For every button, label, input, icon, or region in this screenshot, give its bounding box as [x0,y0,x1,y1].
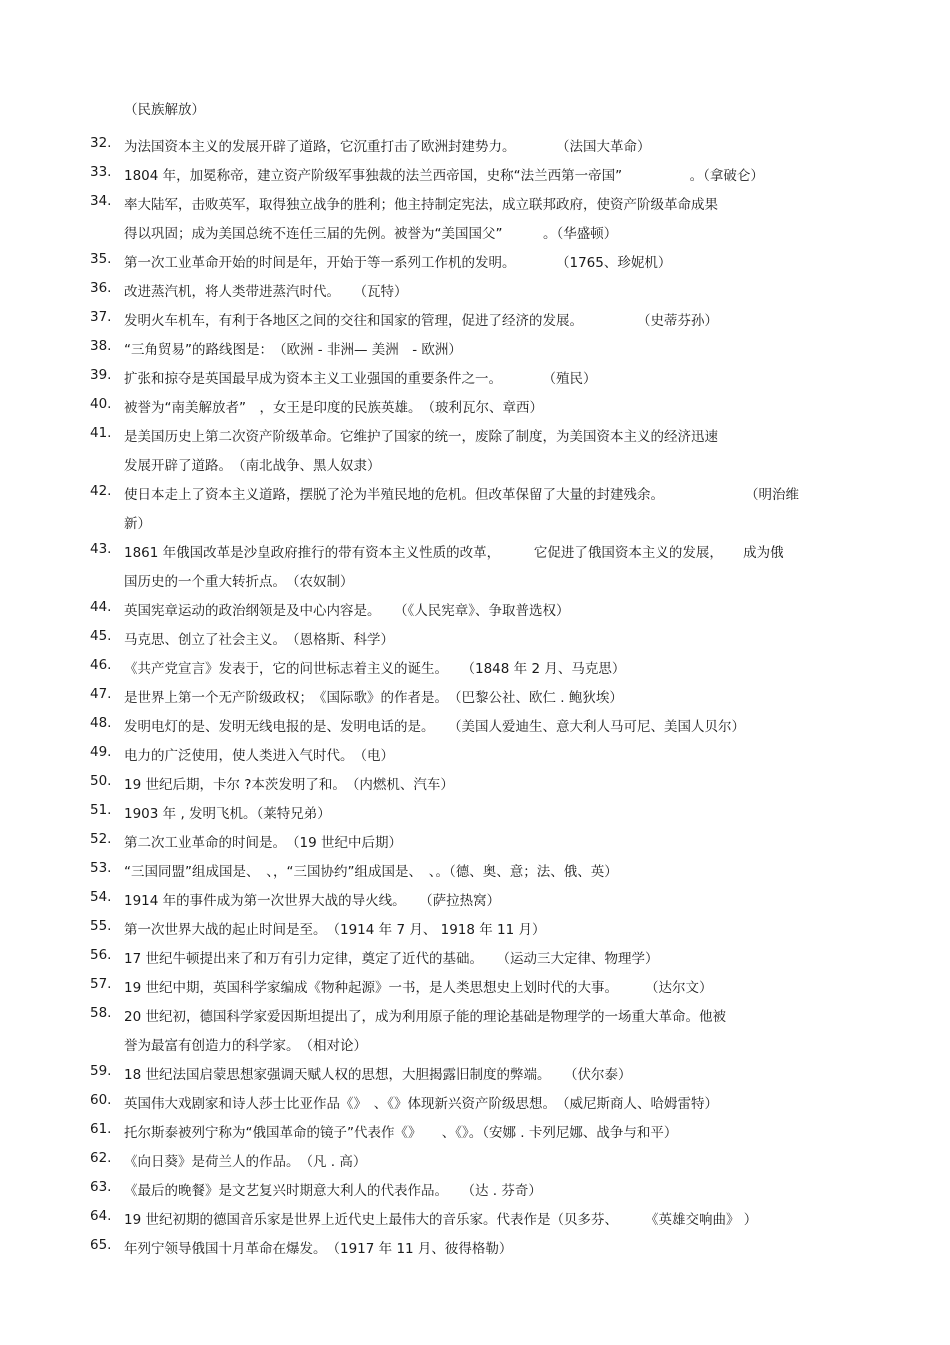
question-text: 1914 年的事件成为第一次世界大战的导火线。 （萨拉热窝） [124,893,501,909]
question-text: 《最后的晚餐》是文艺复兴时期意大利人的代表作品。 （达 . 芬奇） [124,1183,542,1199]
question-text: 1804 年，加冕称帝，建立资产阶级军事独裁的法兰西帝国，史称“法兰西第一帝国” 。（拿破仑） [124,168,764,184]
question-text: 20 世纪初，德国科学家爱因斯坦提出了，成为利用原子能的理论基础是物理学的一场重大革命。他被 [124,1009,726,1025]
question-text: 使日本走上了资本主义道路，摆脱了沦为半殖民地的危机。但改革保留了大量的封建残余。 （明治维 [124,487,799,503]
question-number: 50. [90,773,112,789]
question-number: 65. [90,1237,112,1253]
question-number: 35. [90,251,112,267]
question-number: 55. [90,918,112,934]
question-text: 19 世纪中期，英国科学家编成《物种起源》一书，是人类思想史上划时代的大事。 （达尔文） [124,980,713,996]
question-text: 第二次工业革命的时间是。 （19 世纪中后期） [124,835,402,851]
question-number: 51. [90,802,112,818]
question-number: 43. [90,541,112,557]
question-text: 《共产党宣言》发表于，它的问世标志着主义的诞生。 （1848 年 2 月、马克思） [124,661,626,677]
question-text: 新） [124,516,151,532]
question-text: 发明火车机车，有利于各地区之间的交往和国家的管理，促进了经济的发展。 （史蒂芬孙） [124,313,718,329]
question-number: 44. [90,599,112,615]
question-text: 改进蒸汽机，将人类带进蒸汽时代。 （瓦特） [124,284,408,300]
question-text: 为法国资本主义的发展开辟了道路，它沉重打击了欧洲封建势力。 （法国大革命） [124,139,651,155]
question-text: 被誉为“南美解放者” ，女王是印度的民族英雄。 （玻利瓦尔、章西） [124,400,543,416]
question-text: 发明电灯的是、发明无线电报的是、发明电话的是。 （美国人爱迪生、意大利人马可尼、美国人贝尔） [124,719,745,735]
question-number: 57. [90,976,112,992]
question-number: 54. [90,889,112,905]
question-text: “三国同盟”组成国是、 、，“三国协约”组成国是、 、。（德、奥、意；法、俄、英） [124,864,618,880]
question-text: 英国伟大戏剧家和诗人莎士比亚作品《》 、《》体现新兴资产阶级思想。 （威尼斯商人、哈姆雷特） [124,1096,718,1112]
question-number: 42. [90,483,112,499]
question-number: 37. [90,309,112,325]
question-text: 率大陆军，击败英军，取得独立战争的胜利；他主持制定宪法，成立联邦政府，使资产阶级革命成果 [124,197,718,213]
question-text: 17 世纪牛顿提出来了和万有引力定律，奠定了近代的基础。 （运动三大定律、物理学） [124,951,659,967]
question-number: 62. [90,1150,112,1166]
question-number: 46. [90,657,112,673]
question-text: 1861 年俄国改革是沙皇政府推行的带有资本主义性质的改革， 它促进了俄国资本主义的发展， 成为俄 [124,545,784,561]
question-text: 是美国历史上第二次资产阶级革命。它维护了国家的统一，废除了制度，为美国资本主义的经济迅速 [124,429,718,445]
question-text: 电力的广泛使用，使人类进入气时代。 （电） [124,748,394,764]
question-number: 48. [90,715,112,731]
question-number: 56. [90,947,112,963]
question-text: 国历史的一个重大转折点。 （农奴制） [124,574,354,590]
question-number: 45. [90,628,112,644]
question-number: 63. [90,1179,112,1195]
question-number: 64. [90,1208,112,1224]
question-number: 59. [90,1063,112,1079]
question-number: 47. [90,686,112,702]
question-number: 58. [90,1005,112,1021]
question-text: 第一次工业革命开始的时间是年，开始于等一系列工作机的发明。 （1765、珍妮机） [124,255,672,271]
question-text: 19 世纪初期的德国音乐家是世界上近代史上最伟大的音乐家。代表作是（贝多芬、 《英雄交响曲》 ） [124,1212,758,1228]
question-number: 61. [90,1121,112,1137]
question-number: 52. [90,831,112,847]
question-number: 41. [90,425,112,441]
question-text: “三角贸易”的路线图是： （欧洲 - 非洲— 美洲 - 欧洲） [124,342,462,358]
continuation-answer: （民族解放） [124,102,205,118]
question-text: 第一次世界大战的起止时间是至。 （1914 年 7 月、 1918 年 11 月） [124,922,546,938]
question-text: 马克思、创立了社会主义。 （恩格斯、科学） [124,632,394,648]
question-number: 34. [90,193,112,209]
question-number: 53. [90,860,112,876]
question-text: 托尔斯泰被列宁称为“俄国革命的镜子”代表作《》 、《》。（安娜 . 卡列尼娜、战争与和平） [124,1125,678,1141]
question-text: 年列宁领导俄国十月革命在爆发。 （1917 年 11 月、彼得格勒） [124,1241,513,1257]
question-number: 38. [90,338,112,354]
question-text: 英国宪章运动的政治纲领是及中心内容是。 （《人民宪章》、争取普选权） [124,603,570,619]
question-number: 40. [90,396,112,412]
question-number: 60. [90,1092,112,1108]
question-text: 1903 年 , 发明飞机。（莱特兄弟） [124,806,331,822]
question-text: 得以巩固；成为美国总统不连任三届的先例。被誉为“美国国父” 。（华盛顿） [124,226,618,242]
question-number: 32. [90,135,112,151]
question-number: 33. [90,164,112,180]
question-text: 18 世纪法国启蒙思想家强调天赋人权的思想，大胆揭露旧制度的弊端。 （伏尔泰） [124,1067,632,1083]
question-text: 发展开辟了道路。 （南北战争、黑人奴隶） [124,458,381,474]
question-text: 《向日葵》是荷兰人的作品。 （凡 . 高） [124,1154,367,1170]
question-number: 49. [90,744,112,760]
question-number: 36. [90,280,112,296]
question-text: 扩张和掠夺是英国最早成为资本主义工业强国的重要条件之一。 （殖民） [124,371,597,387]
question-text: 是世界上第一个无产阶级政权； 《国际歌》的作者是。 （巴黎公社、欧仁 . 鲍狄埃） [124,690,623,706]
question-number: 39. [90,367,112,383]
question-text: 誉为最富有创造力的科学家。 （相对论） [124,1038,367,1054]
question-text: 19 世纪后期，卡尔 ?本茨发明了和。 （内燃机、汽车） [124,777,454,793]
